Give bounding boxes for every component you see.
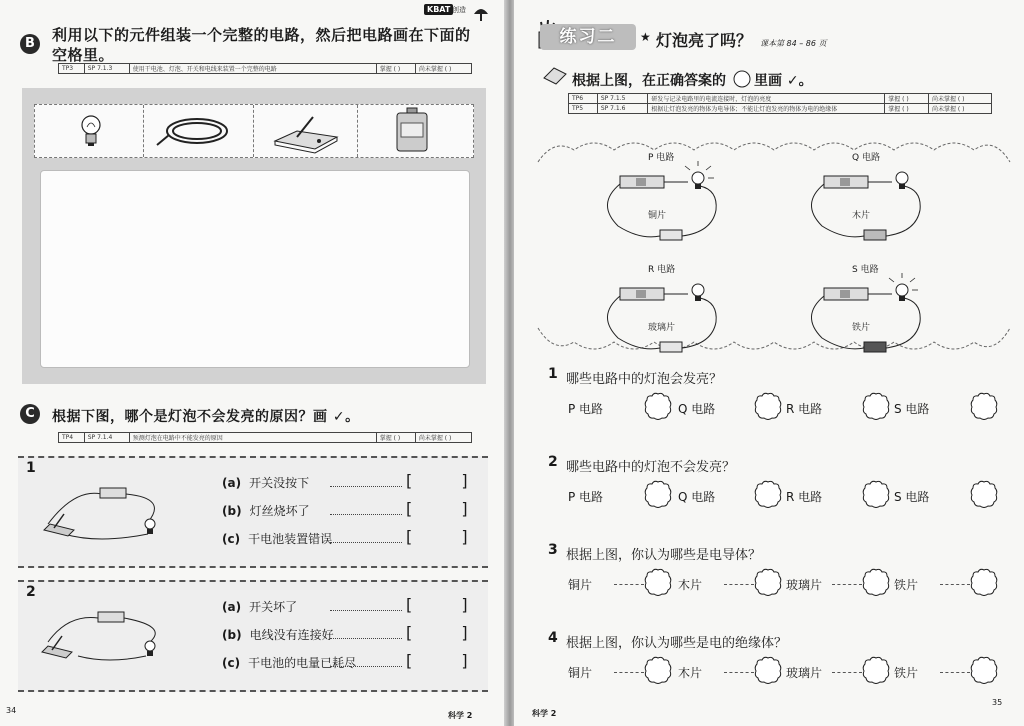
option-text: 灯丝烧坏了 — [249, 504, 310, 518]
components-row — [34, 104, 474, 158]
section-b-title-line2: 空格里。 — [52, 46, 115, 64]
component-cell — [143, 105, 254, 157]
question-text: 根据上图，你认为哪些是电导体？ — [566, 548, 762, 563]
answer-circle[interactable] — [644, 568, 672, 596]
circuit-name: P 电路 — [648, 153, 675, 163]
question-text: 哪些电路中的灯泡不会发亮？ — [566, 460, 736, 475]
drawing-area[interactable] — [40, 170, 470, 368]
answer-circle[interactable] — [970, 480, 998, 508]
right-tp-table — [568, 93, 992, 114]
answer-circle[interactable] — [970, 656, 998, 684]
answer-circle[interactable] — [754, 656, 782, 684]
kbat-badge: KBAT — [424, 4, 453, 15]
leader-dash — [724, 584, 754, 585]
option-text: 开关坏了 — [249, 600, 298, 614]
choice-label: 木片 — [678, 578, 703, 592]
answer-cloud-icon — [732, 69, 752, 89]
tp-level: TP6 — [569, 94, 598, 104]
question-number: 2 — [26, 584, 36, 600]
tp-desc: 使用干电池、灯泡、开关和电线来装置一个完整的电路 — [129, 64, 376, 74]
option-letter: (a) — [222, 476, 242, 490]
section-c-tp-table — [58, 432, 472, 443]
answer-bracket[interactable]: [ ] — [406, 471, 490, 490]
question-number: 2 — [548, 454, 558, 470]
answer-circle[interactable] — [644, 480, 672, 508]
circuit-diagram — [600, 272, 730, 360]
option-row — [222, 598, 297, 615]
choice-label: 铁片 — [894, 666, 919, 680]
answer-circle[interactable] — [754, 568, 782, 596]
tp-desc: 预测灯泡在电路中不能发亮的原因 — [129, 433, 376, 443]
answer-circle[interactable] — [862, 392, 890, 420]
star-icon: ★ — [640, 30, 651, 44]
switch-icon — [253, 105, 357, 157]
choice-label: S 电路 — [894, 402, 930, 416]
page-number: 34 — [6, 706, 17, 715]
option-row — [222, 474, 309, 491]
section-b-badge: B — [20, 34, 40, 54]
material-label: 铁片 — [852, 323, 871, 333]
leader-dots — [330, 486, 402, 487]
answer-bracket[interactable]: [ ] — [406, 651, 490, 670]
leader-dots — [330, 542, 402, 543]
leader-dash — [614, 584, 644, 585]
left-page — [0, 0, 506, 726]
answer-bracket[interactable]: [ ] — [406, 527, 490, 546]
tp-row — [59, 433, 472, 443]
option-row — [222, 654, 356, 671]
section-b-title-line1: 利用以下的元件组装一个完整的电路，然后把电路画在下面的 — [52, 26, 471, 44]
wire-icon — [143, 105, 253, 157]
material-label: 木片 — [852, 211, 871, 221]
answer-circle[interactable] — [644, 392, 672, 420]
tp-row — [59, 64, 472, 74]
tp-row — [569, 104, 992, 114]
option-letter: (c) — [222, 532, 241, 546]
lesson-tag: 练习二 — [540, 24, 636, 50]
leader-dots — [330, 610, 402, 611]
tp-sp: SP 7.1.5 — [597, 94, 647, 104]
leader-dash — [940, 672, 970, 673]
textbook-reference: 课本第 84 – 86 页 — [760, 39, 827, 48]
leader-dots — [330, 514, 402, 515]
tp-desc: 研发与记录电路里的电流连接时，灯泡的亮度 — [648, 94, 885, 104]
choice-label: S 电路 — [894, 490, 930, 504]
question-text: 哪些电路中的灯泡会发亮？ — [566, 372, 723, 387]
material-label: 玻璃片 — [648, 323, 676, 333]
instruction-tail: 里画 ✓。 — [754, 73, 813, 89]
circuit-diagram — [804, 160, 934, 248]
choice-label: 铜片 — [568, 578, 593, 592]
circuit-illustration — [38, 598, 208, 678]
question-number: 3 — [548, 542, 558, 558]
kbat-extra: 创造 — [452, 6, 466, 14]
choice-label: P 电路 — [568, 402, 604, 416]
answer-bracket[interactable]: [ ] — [406, 499, 490, 518]
tp-mastered[interactable]: 掌握 ( ) — [376, 64, 415, 74]
choice-label: P 电路 — [568, 490, 604, 504]
question-number: 1 — [26, 460, 36, 476]
choice-label: R 电路 — [786, 490, 823, 504]
right-page — [514, 0, 1024, 726]
material-label: 铜片 — [648, 211, 667, 221]
tp-row — [569, 94, 992, 104]
tp-not-mastered[interactable]: 尚未掌握 ( ) — [415, 64, 471, 74]
option-row — [222, 530, 332, 547]
tp-level: TP4 — [59, 433, 85, 443]
tp-sp: SP 7.1.4 — [84, 433, 129, 443]
circuit-diagram — [600, 160, 730, 248]
answer-circle[interactable] — [862, 656, 890, 684]
circuit-diagram — [804, 272, 934, 360]
instruction-text: 根据上图，在正确答案的 — [572, 73, 726, 89]
tp-sp: SP 7.1.6 — [597, 104, 647, 114]
option-row — [222, 502, 310, 519]
option-text: 开关没按下 — [249, 476, 310, 490]
tp-not-mastered[interactable]: 尚未掌握 ( ) — [929, 94, 992, 104]
tp-mastered[interactable]: 掌握 ( ) — [376, 433, 415, 443]
option-row — [222, 626, 334, 643]
component-cell — [357, 105, 473, 157]
tp-level: TP3 — [59, 64, 85, 74]
choice-label: 铁片 — [894, 578, 919, 592]
choice-label: R 电路 — [786, 402, 823, 416]
tp-level: TP5 — [569, 104, 598, 114]
answer-circle[interactable] — [644, 656, 672, 684]
tp-desc: 根据让灯泡发亮的物体为电导体；不能让灯泡发亮的物体为电的绝缘体 — [648, 104, 885, 114]
choice-label: 铜片 — [568, 666, 593, 680]
component-cell — [253, 105, 358, 157]
choice-label: 玻璃片 — [786, 666, 823, 680]
option-text: 干电池装置错误 — [248, 532, 333, 546]
choice-label: 玻璃片 — [786, 578, 823, 592]
question-number: 1 — [548, 366, 558, 382]
choice-label: 木片 — [678, 666, 703, 680]
component-cell — [35, 105, 144, 157]
choice-label: Q 电路 — [678, 490, 716, 504]
section-c-badge: C — [20, 404, 40, 424]
leader-dash — [832, 672, 862, 673]
eraser-icon — [542, 66, 568, 86]
page-number: 35 — [992, 698, 1003, 707]
battery-icon — [357, 105, 473, 157]
leader-dash — [832, 584, 862, 585]
leader-dots — [330, 638, 402, 639]
leader-dots — [330, 666, 402, 667]
leader-dash — [614, 672, 644, 673]
lesson-title: 灯泡亮了吗？ — [656, 31, 753, 50]
answer-circle[interactable] — [862, 480, 890, 508]
answer-circle[interactable] — [970, 392, 998, 420]
circuit-name: R 电路 — [648, 265, 676, 275]
torn-edge — [22, 88, 486, 102]
answer-circle[interactable] — [754, 392, 782, 420]
option-text: 电线没有连接好 — [249, 628, 334, 642]
section-c-title: 根据下图，哪个是灯泡不会发亮的原因？画 ✓。 — [52, 409, 360, 425]
option-letter: (b) — [222, 504, 242, 518]
section-b-tp-table — [58, 63, 472, 74]
answer-circle[interactable] — [754, 480, 782, 508]
leader-dash — [940, 584, 970, 585]
circuit-name: S 电路 — [852, 265, 879, 275]
answer-bracket[interactable]: [ ] — [406, 595, 490, 614]
subject-label: 科学 2 — [532, 709, 557, 718]
choice-label: Q 电路 — [678, 402, 716, 416]
answer-bracket[interactable]: [ ] — [406, 623, 490, 642]
lamp-icon — [472, 6, 490, 22]
bulb-icon — [35, 105, 143, 157]
leader-dash — [724, 672, 754, 673]
circuit-illustration — [38, 474, 208, 554]
tp-not-mastered[interactable]: 尚未掌握 ( ) — [929, 104, 992, 114]
tp-sp: SP 7.1.3 — [84, 64, 129, 74]
tp-mastered[interactable]: 掌握 ( ) — [885, 94, 929, 104]
option-letter: (a) — [222, 600, 242, 614]
option-letter: (c) — [222, 656, 241, 670]
subject-label: 科学 2 — [448, 711, 473, 720]
tp-mastered[interactable]: 掌握 ( ) — [885, 104, 929, 114]
circuit-name: Q 电路 — [852, 153, 880, 163]
answer-circle[interactable] — [862, 568, 890, 596]
question-text: 根据上图，你认为哪些是电的绝缘体？ — [566, 636, 788, 651]
tp-not-mastered[interactable]: 尚未掌握 ( ) — [415, 433, 471, 443]
answer-circle[interactable] — [970, 568, 998, 596]
option-text: 干电池的电量已耗尽 — [248, 656, 357, 670]
option-letter: (b) — [222, 628, 242, 642]
question-number: 4 — [548, 630, 558, 646]
